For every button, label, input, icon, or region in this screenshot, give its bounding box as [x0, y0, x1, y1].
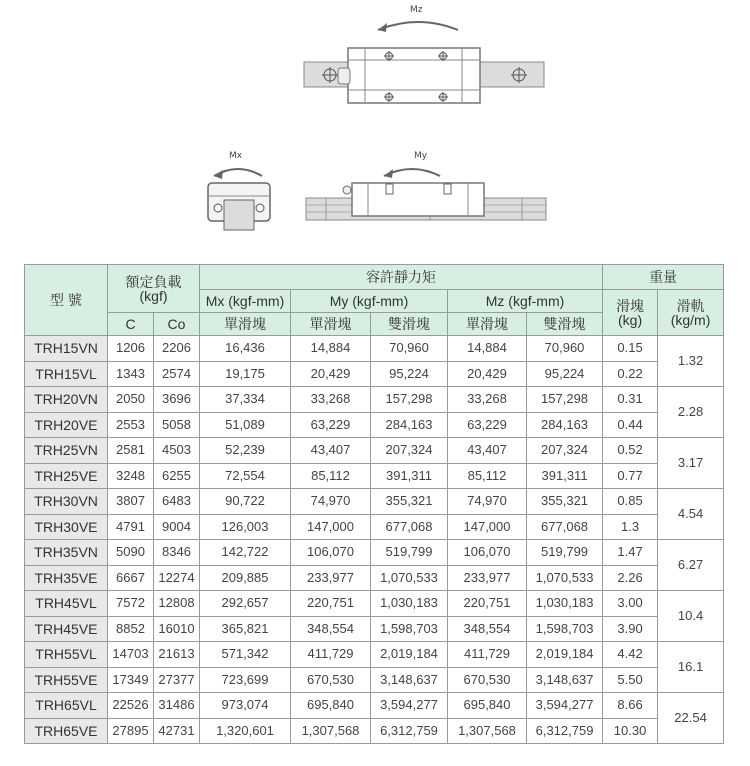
rail-weight-cell: 2.28 — [658, 387, 724, 438]
mz-single-cell: 1,307,568 — [448, 718, 527, 744]
mz-single-cell: 43,407 — [448, 438, 527, 464]
mz-single-cell: 74,970 — [448, 489, 527, 515]
header-model: 型 號 — [25, 265, 108, 336]
mz-double-cell: 2,019,184 — [527, 642, 603, 668]
my-single-cell: 74,970 — [291, 489, 371, 515]
mz-single-cell: 14,884 — [448, 336, 527, 362]
header-rail-label: 滑軌 — [676, 297, 705, 314]
co-cell: 21613 — [154, 642, 200, 668]
my-double-cell: 1,030,183 — [371, 591, 448, 617]
c-cell: 6667 — [108, 565, 154, 591]
model-cell: TRH20VN — [25, 387, 108, 413]
table-row — [25, 667, 724, 693]
model-cell: TRH25VN — [25, 438, 108, 464]
c-cell: 3248 — [108, 463, 154, 489]
mz-double-cell: 519,799 — [527, 540, 603, 566]
co-cell: 5058 — [154, 412, 200, 438]
table-row — [25, 540, 724, 566]
co-cell: 4503 — [154, 438, 200, 464]
model-cell: TRH65VE — [25, 718, 108, 744]
block-top-view — [348, 48, 480, 103]
mz-single-cell: 233,977 — [448, 565, 527, 591]
specification-table-body — [25, 336, 724, 744]
rail-weight-cell: 4.54 — [658, 489, 724, 540]
my-double-cell: 2,019,184 — [371, 642, 448, 668]
rail-weight-cell: 1.32 — [658, 336, 724, 387]
block-weight-cell: 0.15 — [603, 336, 658, 362]
co-cell: 3696 — [154, 387, 200, 413]
header-mx: Mx (kgf-mm) — [200, 290, 291, 313]
mx-cell: 292,657 — [200, 591, 291, 617]
mx-cell: 37,334 — [200, 387, 291, 413]
header-my: My (kgf-mm) — [291, 290, 448, 313]
my-single-cell: 147,000 — [291, 514, 371, 540]
mx-cell: 52,239 — [200, 438, 291, 464]
mz-single-cell: 33,268 — [448, 387, 527, 413]
c-cell: 7572 — [108, 591, 154, 617]
table-row — [25, 616, 724, 642]
my-single-cell: 106,070 — [291, 540, 371, 566]
my-single-cell: 220,751 — [291, 591, 371, 617]
my-double-cell: 3,594,277 — [371, 693, 448, 719]
header-rail-weight — [658, 290, 724, 336]
table-row — [25, 336, 724, 362]
my-single-cell: 43,407 — [291, 438, 371, 464]
mz-single-cell: 20,429 — [448, 361, 527, 387]
my-double-cell: 677,068 — [371, 514, 448, 540]
model-cell: TRH35VE — [25, 565, 108, 591]
mx-cell: 90,722 — [200, 489, 291, 515]
my-single-cell: 33,268 — [291, 387, 371, 413]
header-mz-double: 雙滑塊 — [527, 313, 603, 336]
rail-weight-cell: 3.17 — [658, 438, 724, 489]
header-rated-load-unit: (kgf) — [139, 287, 168, 304]
c-cell: 1206 — [108, 336, 154, 362]
mx-cell: 51,089 — [200, 412, 291, 438]
co-cell: 2574 — [154, 361, 200, 387]
header-mz-single: 單滑塊 — [448, 313, 527, 336]
mz-single-cell: 695,840 — [448, 693, 527, 719]
co-cell: 9004 — [154, 514, 200, 540]
header-my-double: 雙滑塊 — [371, 313, 448, 336]
co-cell: 27377 — [154, 667, 200, 693]
table-row — [25, 361, 724, 387]
block-weight-cell: 0.22 — [603, 361, 658, 387]
rail-weight-cell: 10.4 — [658, 591, 724, 642]
block-weight-cell: 3.90 — [603, 616, 658, 642]
my-double-cell: 1,070,533 — [371, 565, 448, 591]
co-cell: 8346 — [154, 540, 200, 566]
model-cell: TRH45VE — [25, 616, 108, 642]
my-double-cell: 519,799 — [371, 540, 448, 566]
mz-single-cell: 63,229 — [448, 412, 527, 438]
block-weight-cell: 0.85 — [603, 489, 658, 515]
mx-cell: 365,821 — [200, 616, 291, 642]
my-double-cell: 207,324 — [371, 438, 448, 464]
c-cell: 1343 — [108, 361, 154, 387]
c-cell: 14703 — [108, 642, 154, 668]
mz-double-cell: 1,030,183 — [527, 591, 603, 617]
mz-double-cell: 95,224 — [527, 361, 603, 387]
mz-top-view-diagram — [304, 5, 544, 103]
co-cell: 6483 — [154, 489, 200, 515]
mx-label: Mx — [229, 151, 243, 161]
header-mx-single: 單滑塊 — [200, 313, 291, 336]
mz-double-cell: 391,311 — [527, 463, 603, 489]
table-row — [25, 438, 724, 464]
my-side-view-diagram — [306, 151, 546, 220]
my-single-cell: 63,229 — [291, 412, 371, 438]
co-cell: 12274 — [154, 565, 200, 591]
table-row — [25, 412, 724, 438]
table-row — [25, 642, 724, 668]
my-double-cell: 6,312,759 — [371, 718, 448, 744]
co-cell: 12808 — [154, 591, 200, 617]
c-cell: 27895 — [108, 718, 154, 744]
mz-single-cell: 411,729 — [448, 642, 527, 668]
table-row — [25, 718, 724, 744]
co-cell: 2206 — [154, 336, 200, 362]
my-label: My — [414, 151, 428, 161]
model-cell: TRH55VE — [25, 667, 108, 693]
mz-single-cell: 348,554 — [448, 616, 527, 642]
c-cell: 5090 — [108, 540, 154, 566]
mx-cell: 142,722 — [200, 540, 291, 566]
block-weight-cell: 1.3 — [603, 514, 658, 540]
mz-double-cell: 355,321 — [527, 489, 603, 515]
model-cell: TRH30VE — [25, 514, 108, 540]
block-weight-cell: 8.66 — [603, 693, 658, 719]
model-cell: TRH25VE — [25, 463, 108, 489]
model-cell: TRH45VL — [25, 591, 108, 617]
block-side-view — [352, 183, 484, 216]
block-weight-cell: 10.30 — [603, 718, 658, 744]
c-cell: 4791 — [108, 514, 154, 540]
my-double-cell: 1,598,703 — [371, 616, 448, 642]
model-cell: TRH55VL — [25, 642, 108, 668]
co-cell: 6255 — [154, 463, 200, 489]
mx-cell: 19,175 — [200, 361, 291, 387]
table-row — [25, 387, 724, 413]
header-mz: Mz (kgf-mm) — [448, 290, 603, 313]
c-cell: 22526 — [108, 693, 154, 719]
c-cell: 2050 — [108, 387, 154, 413]
mx-cell: 16,436 — [200, 336, 291, 362]
my-single-cell: 14,884 — [291, 336, 371, 362]
mx-cell: 126,003 — [200, 514, 291, 540]
table-row — [25, 489, 724, 515]
co-cell: 31486 — [154, 693, 200, 719]
rail-weight-cell: 6.27 — [658, 540, 724, 591]
co-cell: 42731 — [154, 718, 200, 744]
mx-cell: 72,554 — [200, 463, 291, 489]
c-cell: 17349 — [108, 667, 154, 693]
block-weight-cell: 3.00 — [603, 591, 658, 617]
block-weight-cell: 0.31 — [603, 387, 658, 413]
my-single-cell: 1,307,568 — [291, 718, 371, 744]
mz-single-cell: 220,751 — [448, 591, 527, 617]
my-double-cell: 284,163 — [371, 412, 448, 438]
block-weight-cell: 5.50 — [603, 667, 658, 693]
mz-single-cell: 106,070 — [448, 540, 527, 566]
my-single-cell: 348,554 — [291, 616, 371, 642]
header-my-single: 單滑塊 — [291, 313, 371, 336]
mz-single-cell: 670,530 — [448, 667, 527, 693]
mz-single-cell: 85,112 — [448, 463, 527, 489]
block-weight-cell: 0.52 — [603, 438, 658, 464]
mx-cell: 973,074 — [200, 693, 291, 719]
mx-end-view-diagram — [208, 151, 270, 230]
mz-double-cell: 207,324 — [527, 438, 603, 464]
header-block-unit: (kg) — [618, 311, 643, 328]
my-single-cell: 20,429 — [291, 361, 371, 387]
my-double-cell: 3,148,637 — [371, 667, 448, 693]
my-double-cell: 95,224 — [371, 361, 448, 387]
mx-cell: 1,320,601 — [200, 718, 291, 744]
my-double-cell: 355,321 — [371, 489, 448, 515]
table-row — [25, 565, 724, 591]
my-double-cell: 70,960 — [371, 336, 448, 362]
my-double-cell: 157,298 — [371, 387, 448, 413]
header-co: Co — [154, 313, 200, 336]
c-cell: 3807 — [108, 489, 154, 515]
table-row — [25, 591, 724, 617]
my-double-cell: 391,311 — [371, 463, 448, 489]
header-rated-load — [108, 265, 200, 313]
model-cell: TRH15VN — [25, 336, 108, 362]
rail-weight-cell: 22.54 — [658, 693, 724, 744]
my-single-cell: 233,977 — [291, 565, 371, 591]
my-single-cell: 695,840 — [291, 693, 371, 719]
my-single-cell: 411,729 — [291, 642, 371, 668]
model-cell: TRH15VL — [25, 361, 108, 387]
block-weight-cell: 4.42 — [603, 642, 658, 668]
header-block-label: 滑塊 — [616, 297, 645, 314]
table-row — [25, 514, 724, 540]
block-weight-cell: 1.47 — [603, 540, 658, 566]
mz-single-cell: 147,000 — [448, 514, 527, 540]
my-single-cell: 670,530 — [291, 667, 371, 693]
specification-table — [24, 264, 724, 744]
co-cell: 16010 — [154, 616, 200, 642]
header-rated-load-label: 額定負載 — [125, 273, 182, 290]
mz-double-cell: 6,312,759 — [527, 718, 603, 744]
header-c: C — [108, 313, 154, 336]
mz-double-cell: 284,163 — [527, 412, 603, 438]
block-weight-cell: 0.44 — [603, 412, 658, 438]
c-cell: 2581 — [108, 438, 154, 464]
my-single-cell: 85,112 — [291, 463, 371, 489]
block-weight-cell: 0.77 — [603, 463, 658, 489]
mz-double-cell: 70,960 — [527, 336, 603, 362]
c-cell: 8852 — [108, 616, 154, 642]
table-row — [25, 463, 724, 489]
mz-rotation-arrow-icon — [378, 22, 458, 30]
block-weight-cell: 2.26 — [603, 565, 658, 591]
mx-cell: 723,699 — [200, 667, 291, 693]
model-cell: TRH20VE — [25, 412, 108, 438]
header-rail-unit: (kg/m) — [670, 311, 711, 328]
header-block-weight — [603, 290, 658, 336]
header-static-moment: 容許靜力矩 — [200, 265, 603, 290]
mz-label: Mz — [410, 5, 423, 15]
table-row — [25, 693, 724, 719]
rail-weight-cell: 16.1 — [658, 642, 724, 693]
moment-diagrams — [0, 0, 750, 262]
model-cell: TRH65VL — [25, 693, 108, 719]
c-cell: 2553 — [108, 412, 154, 438]
mz-double-cell: 677,068 — [527, 514, 603, 540]
header-weight: 重量 — [603, 265, 724, 290]
mz-double-cell: 157,298 — [527, 387, 603, 413]
mz-double-cell: 3,594,277 — [527, 693, 603, 719]
model-cell: TRH30VN — [25, 489, 108, 515]
mz-double-cell: 1,598,703 — [527, 616, 603, 642]
model-cell: TRH35VN — [25, 540, 108, 566]
mz-double-cell: 3,148,637 — [527, 667, 603, 693]
mz-double-cell: 1,070,533 — [527, 565, 603, 591]
mx-cell: 571,342 — [200, 642, 291, 668]
mx-cell: 209,885 — [200, 565, 291, 591]
